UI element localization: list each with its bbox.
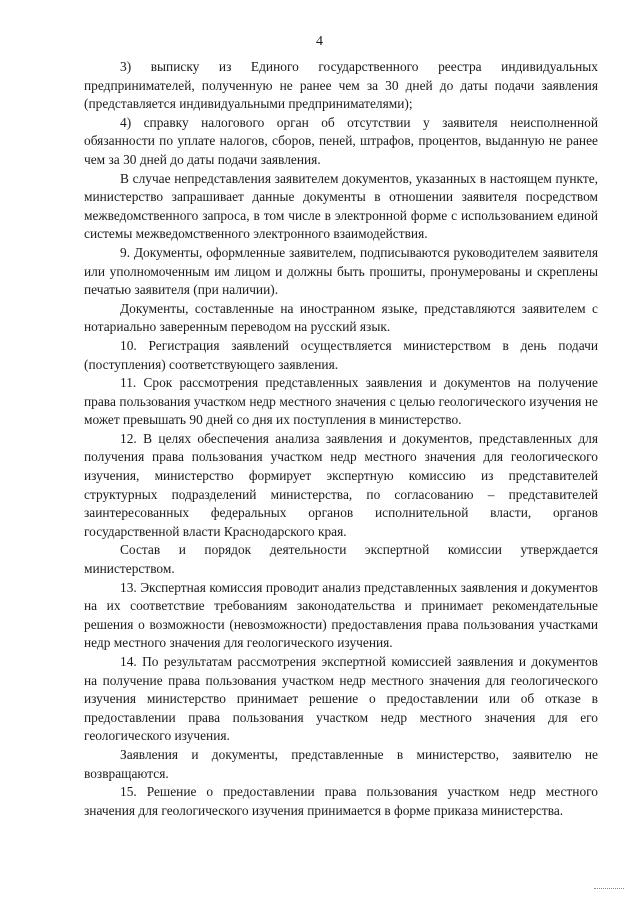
paragraph: Документы, составленные на иностранном языке, представляются заявителем с нотариально заверенным переводом на русский язык. [84,300,598,335]
paragraph: 3) выписку из Единого государственного реестра индивидуальных предпринимателей, полученную не ранее чем за 30 дней до даты подачи заявления (представляется индивидуальными предпринимателями); [84,59,598,112]
paragraph: Заявления и документы, представленные в министерство, заявителю не возвращаются. [84,746,598,781]
paragraph: В случае непредставления заявителем документов, указанных в настоящем пункте, министерство запрашивает данные документы в отношении заявителя посредством межведомственного запроса, в том числе в электронной форме с использованием единой системы межведомственного электронного взаимодействия. [84,170,598,242]
paragraph: 13. Экспертная комиссия проводит анализ представленных заявления и документов на их соответствие требованиям законодательства и принимает рекомендательные решения о возможности (невозможности) предоставления права пользования участками недр местного значения для геологического изучения. [84,579,598,651]
corner-scan-mark [594,888,624,889]
paragraph: 14. По результатам рассмотрения экспертной комиссией заявления и документов на получение права пользования участком недр местного значения для геологического изучения министерство принимает решение о предоставлении или об отказе в предоставлении права пользования участком недр местного значения для его геологического изучения. [84,654,598,744]
paragraph: 4) справку налогового орган об отсутствии у заявителя неисполненной обязанности по уплате налогов, сборов, пеней, штрафов, процентов, выданную не ранее чем за 30 дней до даты подачи заявления. [84,114,598,167]
paragraph: Состав и порядок деятельности экспертной комиссии утверждается министерством. [84,542,598,577]
paragraph: 10. Регистрация заявлений осуществляется министерством в день подачи (поступления) соответствующего заявления. [84,337,598,372]
document-body [84,58,598,820]
paragraph: 11. Срок рассмотрения представленных заявления и документов на получение права пользования участком недр местного значения с целью геологического изучения не может превышать 90 дней со дня их поступления в министерство. [84,375,598,428]
paragraph: 15. Решение о предоставлении права пользования участком недр местного значения для геологического изучения принимается в форме приказа министерства. [84,784,598,818]
paragraph: 9. Документы, оформленные заявителем, подписываются руководителем заявителя или уполномоченным им лицом и должны быть прошиты, пронумерованы и скреплены печатью заявителя (при наличии). [84,244,598,298]
paragraph: 12. В целях обеспечения анализа заявления и документов, представленных для получения права пользования участком недр местного значения для геологического изучения, министерство формирует экспертную комиссию из представителей структурных подразделений министерства, по согласованию – представителей заинтересованных федеральных органов исполнительной власти, органов государственной власти Краснодарского края. [84,430,598,539]
page-number: 4 [316,34,323,49]
